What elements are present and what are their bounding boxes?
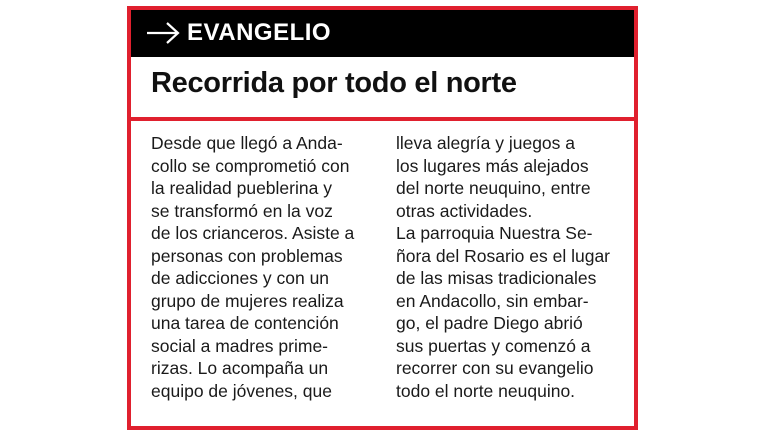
body-line: del norte neuquino, entre [396,178,591,198]
body-line: go, el padre Diego abrió [396,313,583,333]
body-line: personas con problemas [151,245,343,266]
body-column-right [396,132,628,402]
body-line: de adicciones y con un [151,268,330,288]
headline: Recorrida por todo el norte [151,67,517,99]
body-line: recorrer con su evangelio [396,358,594,378]
body-line: grupo de mujeres realiza [151,290,344,311]
body-line: todo el norte neuquino. [396,380,576,401]
body-line: sus puertas y comenzó a [396,335,591,356]
body-line: de los crianceros. Asiste a [151,223,355,243]
article-box [127,6,638,430]
section-header [131,10,634,57]
headline-area [131,57,634,117]
section-label: EVANGELIO [187,19,332,46]
body-line: la realidad pueblerina y [151,178,332,198]
body-line: social a madres prime- [151,335,328,356]
body-line: ñora del Rosario es el lugar [396,245,611,266]
body-line: La parroquia Nuestra Se- [396,223,593,243]
arrow-right-icon [145,21,181,45]
divider [131,117,634,121]
body-line: otras actividades. [396,200,533,221]
body-line: rizas. Lo acompaña un [151,358,329,378]
body-line: lleva alegría y juegos a [396,133,575,153]
body-column-left [151,132,383,402]
body-line: se transformó en la voz [151,200,333,221]
body-line: en Andacollo, sin embar- [396,290,589,311]
body-line: los lugares más alejados [396,155,589,176]
body-line: de las misas tradicionales [396,268,597,288]
body-line: collo se comprometió con [151,155,350,176]
body-line: Desde que llegó a Anda- [151,133,343,153]
body-line: equipo de jóvenes, que [151,380,332,401]
body-line: una tarea de contención [151,313,339,333]
